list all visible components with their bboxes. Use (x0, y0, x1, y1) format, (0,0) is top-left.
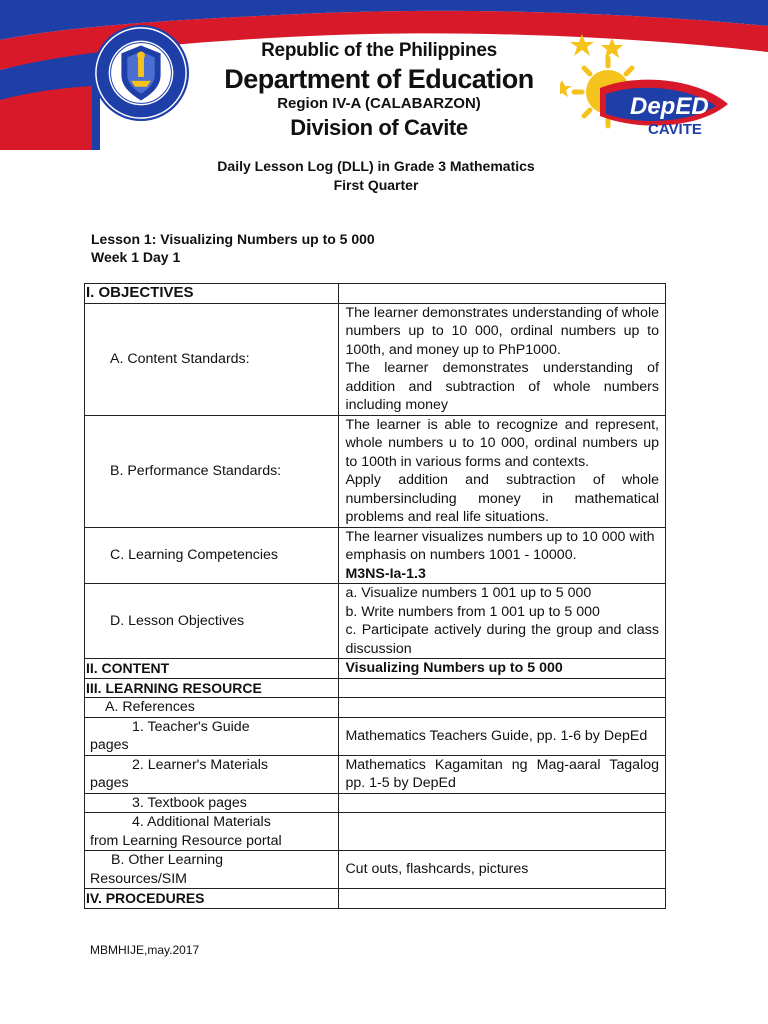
table-row (85, 584, 666, 659)
table-row (85, 755, 666, 793)
republic-heading: Republic of the Philippines (261, 40, 497, 61)
content-standards-text-2: The learner demonstrates understanding of addition and subtraction of whole numbers including money (345, 360, 659, 413)
footer-note: MBMHIJE,may.2017 (90, 943, 200, 957)
teachers-guide-label (85, 717, 339, 755)
table-cell (339, 678, 666, 698)
teachers-guide-label-line2: pages (90, 737, 129, 753)
performance-standards-text-1: The learner is able to recognize and represent, whole numbers u to 10 000, ordinal numbers up to 100th in various forms and contexts. (345, 416, 659, 470)
table-row (85, 813, 666, 851)
content-standards-cell (339, 303, 666, 415)
document-quarter: First Quarter (333, 177, 419, 193)
table-row (85, 793, 666, 813)
table-row (85, 678, 666, 698)
document-title: Daily Lesson Log (DLL) in Grade 3 Mathematics (217, 158, 535, 174)
learners-materials-label-line1: 2. Learner's Materials (132, 756, 268, 773)
lesson-objectives-cell (339, 584, 666, 659)
other-resources-label-line1: B. Other Learning (111, 852, 223, 868)
table-row (85, 851, 666, 889)
table-row (85, 659, 666, 679)
learners-materials-value: Mathematics Kagamitan ng Mag-aaral Tagalog pp. 1-5 by DepEd (339, 755, 666, 793)
content-header: II. CONTENT (85, 659, 339, 679)
table-row (85, 889, 666, 909)
performance-standards-label: B. Performance Standards: (85, 415, 339, 527)
lesson-objective-item: c. Participate actively during the group and class discussion (345, 622, 659, 657)
teachers-guide-label-line1: 1. Teacher's Guide (132, 718, 250, 735)
performance-standards-text-2: Apply addition and subtraction of whole numbersincluding money in mathematical problems and real life situations. (345, 472, 659, 525)
table-row (85, 415, 666, 527)
performance-standards-cell (339, 415, 666, 527)
lesson-objective-item: b. Write numbers from 1 001 up to 5 000 (345, 603, 600, 620)
learning-competencies-text: The learner visualizes numbers up to 10 000 with emphasis on numbers 1001 - 10000. (345, 528, 655, 563)
textbook-label: 3. Textbook pages (85, 793, 339, 813)
lesson-objective-item: a. Visualize numbers 1 001 up to 5 000 (345, 585, 592, 601)
table-cell (339, 698, 666, 718)
learners-materials-label-line2: pages (90, 775, 129, 791)
additional-materials-value (339, 813, 666, 851)
dll-table (84, 283, 666, 909)
additional-materials-label-line2: from Learning Resource portal (90, 832, 282, 849)
procedures-header: IV. PROCEDURES (85, 889, 339, 909)
learners-materials-label (85, 755, 339, 793)
lesson-week: Week 1 Day 1 (91, 249, 181, 265)
additional-materials-label (85, 813, 339, 851)
table-row (85, 303, 666, 415)
division-heading: Division of Cavite (290, 115, 468, 140)
letterhead (0, 0, 768, 150)
competency-code: M3NS-Ia-1.3 (345, 565, 426, 582)
additional-materials-label-line1: 4. Additional Materials (132, 814, 271, 830)
table-row (85, 717, 666, 755)
logo-deped-text: DepED (630, 93, 709, 120)
content-standards-label: A. Content Standards: (85, 303, 339, 415)
content-value: Visualizing Numbers up to 5 000 (339, 659, 666, 679)
table-cell (339, 889, 666, 909)
teachers-guide-value: Mathematics Teachers Guide, pp. 1-6 by DepEd (339, 717, 666, 755)
content-standards-text-1: The learner demonstrates understanding of whole numbers up to 10 000, ordinal numbers up to 100th, and money up to PhP1000. (345, 304, 659, 358)
table-row (85, 698, 666, 718)
table-cell (339, 284, 666, 304)
objectives-header: I. OBJECTIVES (85, 284, 339, 304)
other-resources-label-line2: Resources/SIM (90, 870, 187, 887)
lesson-title: Lesson 1: Visualizing Numbers up to 5 000 (91, 231, 375, 247)
region-heading: Region IV-A (CALABARZON) (277, 95, 481, 112)
department-heading: Department of Education (224, 64, 534, 94)
textbook-value (339, 793, 666, 813)
learning-competencies-cell (339, 527, 666, 584)
other-resources-label (85, 851, 339, 889)
lesson-objectives-label: D. Lesson Objectives (85, 584, 339, 659)
table-row (85, 527, 666, 584)
table-row (85, 284, 666, 304)
other-resources-value: Cut outs, flashcards, pictures (339, 851, 666, 889)
learning-competencies-label: C. Learning Competencies (85, 527, 339, 584)
learning-resource-header: III. LEARNING RESOURCE (85, 678, 339, 698)
logo-cavite-text: CAVITE (648, 121, 702, 138)
references-label: A. References (85, 698, 339, 718)
